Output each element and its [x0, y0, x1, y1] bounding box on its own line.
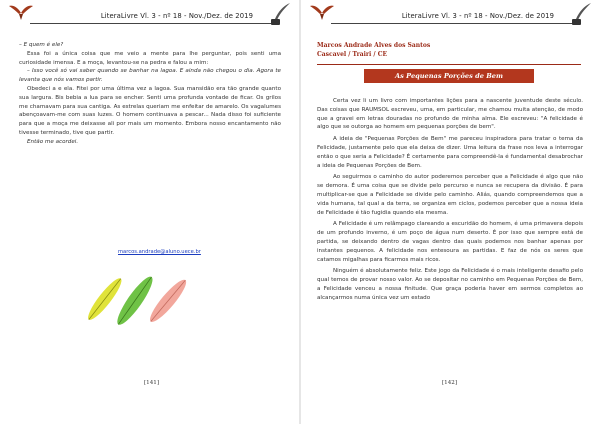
- page-number: [142]: [442, 380, 458, 386]
- left-page: [0, 0, 299, 424]
- paragraph: – Isso você só vai saber quando se banhar na lagoa. E ainda não chegou o dia. Agora te levanta que nós vamos partir.: [19, 68, 281, 84]
- header-title: LiteraLivre Vl. 3 - nº 18 - Nov./Dez. de 2019: [100, 12, 253, 20]
- paragraph: Certa vez li um livro com importantes lições para a nascente juventude deste século. Das coisas que RAUMSOL escreveu, uma, em particular, me chamou muita atenção, de modo que a gravei em letras douradas no profundo de minha alma. Ele escreveu: "A felicidade é algo que se outorga ao homem em pequenas porções de bem".: [317, 98, 583, 131]
- paragraph: Ao seguirmos o caminho do autor poderemos perceber que a Felicidade é algo que não se demora. É uma coisa que se divide pelo percurso e nunca se recupera da divisão. É para multiplicar-se que a Felicidade se divide pelo caminho. Aliás, quando compreendemos que a vida humana, tal qual a da terra, se organiza em ciclos, podemos perceber que a nossa ideia de Felicidade é tão fugidia quando ela mesma.: [317, 174, 583, 216]
- paragraph: Ninguém é absolutamente feliz. Este jogo da Felicidade é o mais inteligente desafio pelo qual temos de provar nosso valor. Ao se depositar no caminho em Pequenas Porções de Bem, a Felicidade venceu a nossa finitude. Que graça poderia haver em sermos completos ao alcançarmos numa única vez um estado: [317, 268, 583, 301]
- paragraph: – E quem é ele?: [19, 42, 64, 48]
- paragraph: Obedeci a e ela. Fitei por uma última vez a lagoa. Sua mansidão era tão grande quanto sua largura. Bis bebia a lua para se encher. Senti uma profunda vontade de ficar. Os grilos me chamavam para sua cantiga. As estrelas queriam me enfeitar de amarelo. Os vagalumes abençoavam-me com suas luzes. O homem continuava a pescar... Nada disso foi suficiente para que a moça me deixasse ali por mais um momento. Embora nosso encantamento não tivesse terminado, tive que partir.: [19, 85, 281, 136]
- page-header: [0, 3, 299, 25]
- paragraph: Então me acordei.: [27, 138, 79, 145]
- feathers-illustration: [78, 262, 206, 328]
- article-text: [317, 97, 583, 306]
- story-text: [19, 41, 281, 147]
- header-title: LiteraLivre Vl. 3 - nº 18 - Nov./Dez. de 2019: [401, 12, 554, 20]
- paragraph: A ideia de "Pequenas Porções de Bem" me pareceu inspiradora para tratar o tema da Felicidade, justamente pelo que ela deixa de dizer. Uma leitura da frase nos leva a interrogar então o que seria a Felicidade? É certamente para compreendê-la é fundamental desabrochar a ideia de Pequenas Porções de Bem.: [317, 136, 583, 169]
- header-divider: [30, 23, 271, 24]
- author-name: Marcos Andrade Alves dos Santos: [317, 42, 431, 49]
- bird-logo-icon: [309, 3, 335, 23]
- page-number: [141]: [144, 380, 160, 386]
- article-title: As Pequenas Porções de Bem: [364, 69, 534, 83]
- paragraph: Essa foi a única coisa que me veio a mente para lhe perguntar, pois senti uma curiosidade imensa. E a moça, levantou-se na pedra e falou a mim:: [19, 50, 281, 66]
- quill-inkwell-icon: [269, 2, 293, 26]
- header-divider: [331, 23, 572, 24]
- quill-inkwell-icon: [570, 2, 594, 26]
- bird-logo-icon: [8, 3, 34, 23]
- author-location: Cascavel / Trairi / CE: [317, 51, 388, 58]
- title-divider: [317, 64, 581, 65]
- author-email-link[interactable]: marcos.andrade@aluno.uece.br: [118, 249, 201, 255]
- paragraph: A Felicidade é um relâmpago clareando a escuridão do homem, é uma primavera depois de um profundo inverno, é um poço de água num deserto. É por isso que sempre está de partida, se deixando dentro de vagas dentro das quais podemos nos banhar apenas por instantes pequenos. A felicidade nos entesoura as partidas. E faz de nós os seres que catamos migalhas para ficarmos mais ricos.: [317, 221, 583, 263]
- right-page: [301, 0, 600, 424]
- page-header: [301, 3, 600, 25]
